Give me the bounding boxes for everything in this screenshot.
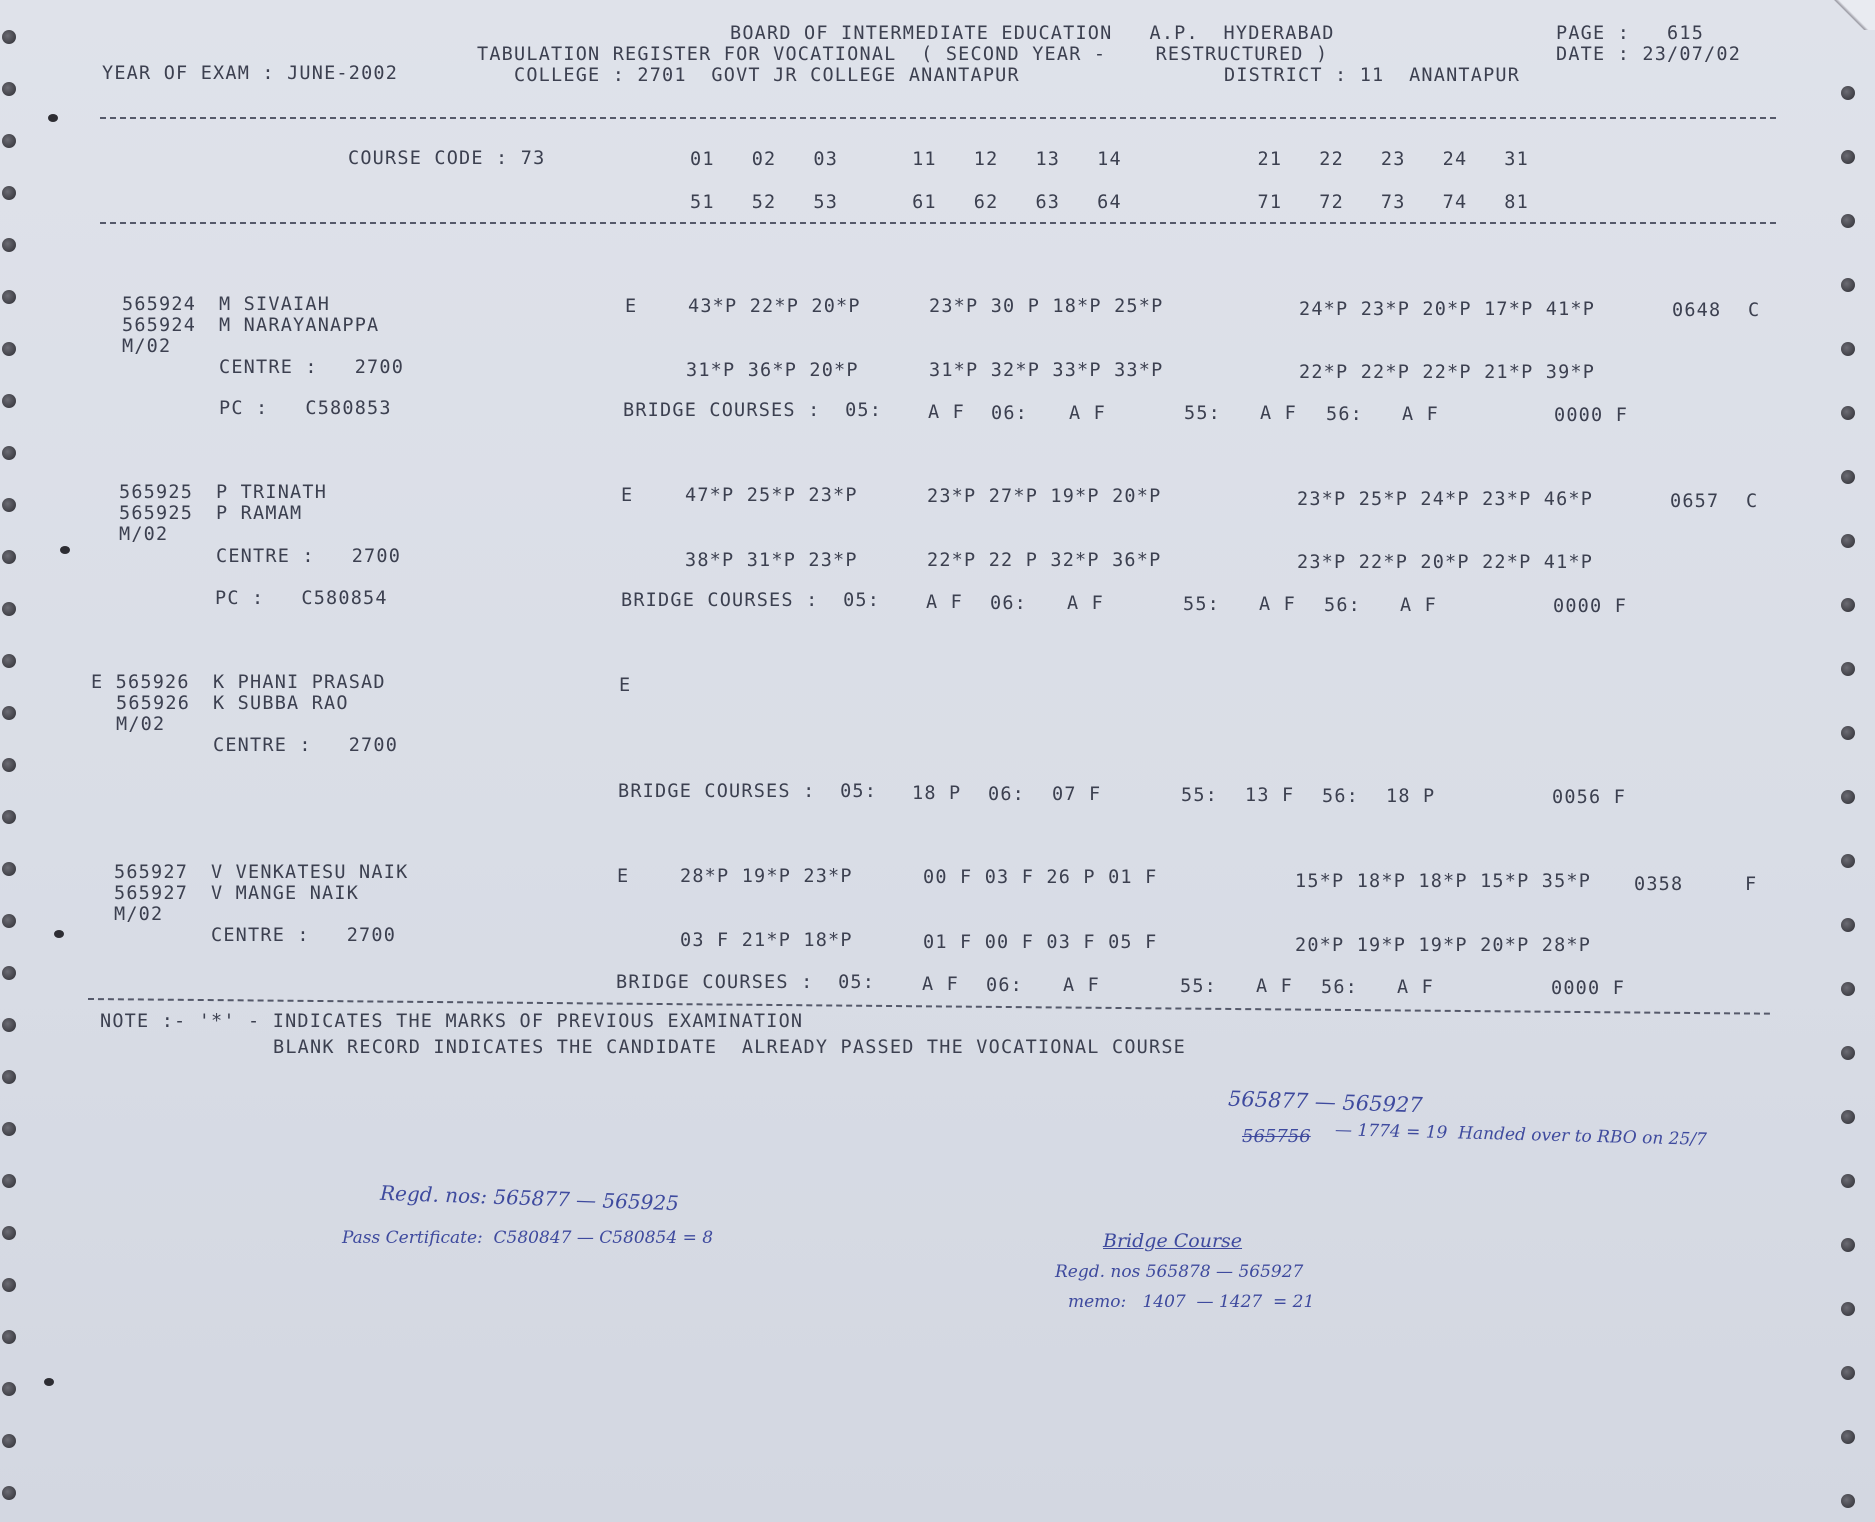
feed-hole bbox=[1841, 1430, 1855, 1444]
feed-hole bbox=[2, 290, 16, 304]
bridge-06-key: 06: bbox=[988, 784, 1026, 805]
course-code: COURSE CODE : 73 bbox=[348, 148, 546, 169]
feed-hole bbox=[1841, 662, 1855, 676]
father-name: P RAMAM bbox=[216, 503, 303, 524]
feed-hole bbox=[1841, 726, 1855, 740]
bridge-56: A F bbox=[1400, 595, 1438, 616]
bridge-55: A F bbox=[1256, 976, 1294, 997]
bridge-label: BRIDGE COURSES : 05: bbox=[623, 400, 883, 421]
feed-hole bbox=[2, 1330, 16, 1344]
feed-hole bbox=[2, 1174, 16, 1188]
folded-corner bbox=[1825, 0, 1875, 30]
marks-part1-a: 43*P 22*P 20*P bbox=[688, 296, 861, 317]
father-name: V MANGE NAIK bbox=[211, 883, 360, 904]
feed-hole bbox=[2, 134, 16, 148]
bridge-05: A F bbox=[926, 592, 964, 613]
feed-hole bbox=[1841, 150, 1855, 164]
feed-hole bbox=[1841, 918, 1855, 932]
reg-number-repeat: 565924 bbox=[122, 315, 197, 336]
feed-hole bbox=[1841, 1494, 1855, 1508]
marks-part2-a: 31*P 36*P 20*P bbox=[686, 360, 859, 381]
marks-part2-b: 31*P 32*P 33*P 33*P bbox=[929, 360, 1164, 381]
feed-hole bbox=[2, 394, 16, 408]
page-number: PAGE : 615 bbox=[1556, 23, 1705, 44]
grand-total: 0358 bbox=[1634, 874, 1684, 895]
feed-hole bbox=[1841, 854, 1855, 868]
marks-part2-a: 03 F 21*P 18*P bbox=[680, 930, 853, 951]
punch-mark bbox=[54, 930, 64, 938]
note-line1: NOTE :- '*' - INDICATES THE MARKS OF PREVIOUS EXAMINATION bbox=[100, 1011, 804, 1032]
father-name: K SUBBA RAO bbox=[213, 693, 349, 714]
bridge-06: A F bbox=[1067, 593, 1105, 614]
father-name: M NARAYANAPPA bbox=[219, 315, 380, 336]
college-line: COLLEGE : 2701 GOVT JR COLLEGE ANANTAPUR bbox=[514, 65, 1020, 86]
note-line2: BLANK RECORD INDICATES THE CANDIDATE ALREADY PASSED THE VOCATIONAL COURSE bbox=[273, 1037, 1187, 1058]
marks-part1-a: 47*P 25*P 23*P bbox=[685, 485, 858, 506]
marks-part2-c: 23*P 22*P 20*P 22*P 41*P bbox=[1297, 552, 1594, 573]
handwritten-bridge-title: Bridge Course bbox=[1103, 1230, 1243, 1252]
centre: CENTRE : 2700 bbox=[219, 357, 405, 378]
candidate-name: V VENKATESU NAIK bbox=[211, 862, 409, 883]
rule-top bbox=[100, 117, 1776, 119]
feed-hole bbox=[2, 706, 16, 720]
bridge-05: 18 P bbox=[912, 783, 962, 804]
marks-part1-c: 23*P 25*P 24*P 23*P 46*P bbox=[1297, 489, 1594, 510]
feed-hole bbox=[2, 342, 16, 356]
feed-hole bbox=[1841, 534, 1855, 548]
print-date: DATE : 23/07/02 bbox=[1556, 44, 1742, 65]
reg-number-repeat: 565927 bbox=[114, 883, 189, 904]
feed-hole bbox=[2, 550, 16, 564]
bridge-56: A F bbox=[1402, 404, 1440, 425]
marks-part2-b: 01 F 00 F 03 F 05 F bbox=[923, 932, 1158, 953]
feed-hole bbox=[2, 238, 16, 252]
marks-part1-b: 00 F 03 F 26 P 01 F bbox=[923, 867, 1158, 888]
rule-header bbox=[100, 222, 1776, 224]
marks-part1-b: 23*P 30 P 18*P 25*P bbox=[929, 296, 1164, 317]
feed-hole bbox=[2, 1018, 16, 1032]
feed-hole bbox=[1841, 1046, 1855, 1060]
feed-hole bbox=[1841, 1366, 1855, 1380]
bridge-06-key: 06: bbox=[991, 403, 1029, 424]
bridge-55: 13 F bbox=[1245, 785, 1295, 806]
feed-hole bbox=[2, 82, 16, 96]
exam-year: YEAR OF EXAM : JUNE-2002 bbox=[102, 63, 399, 84]
bridge-06-key: 06: bbox=[986, 975, 1024, 996]
bridge-total: 0000 F bbox=[1554, 405, 1629, 426]
feed-hole bbox=[1841, 278, 1855, 292]
feed-hole bbox=[1841, 1174, 1855, 1188]
bridge-55-key: 55: bbox=[1181, 785, 1219, 806]
feed-hole bbox=[2, 602, 16, 616]
feed-hole bbox=[2, 1486, 16, 1500]
feed-hole bbox=[2, 1278, 16, 1292]
feed-hole bbox=[1841, 406, 1855, 420]
bridge-55: A F bbox=[1260, 403, 1298, 424]
handwritten-range1: 565877 — 565927 bbox=[1227, 1086, 1424, 1118]
feed-hole bbox=[1841, 1302, 1855, 1316]
feed-hole bbox=[2, 966, 16, 980]
feed-hole bbox=[2, 1070, 16, 1084]
subject-codes-row2: 51 52 53 61 62 63 64 71 72 73 74 81 bbox=[690, 192, 1529, 213]
bridge-06-key: 06: bbox=[990, 593, 1028, 614]
bridge-55-key: 55: bbox=[1183, 594, 1221, 615]
batch: M/02 bbox=[119, 524, 169, 545]
feed-hole bbox=[2, 1122, 16, 1136]
medium-flag: E bbox=[621, 485, 634, 506]
bridge-56-key: 56: bbox=[1321, 977, 1359, 998]
reg-number-repeat: 565925 bbox=[119, 503, 194, 524]
centre: CENTRE : 2700 bbox=[211, 925, 397, 946]
bridge-total: 0056 F bbox=[1552, 787, 1627, 808]
reg-number: 565925 bbox=[119, 482, 194, 503]
board-title: BOARD OF INTERMEDIATE EDUCATION A.P. HYDERABAD bbox=[730, 23, 1335, 44]
grand-total: 0657 bbox=[1670, 491, 1720, 512]
feed-hole bbox=[2, 446, 16, 460]
candidate-name: P TRINATH bbox=[216, 482, 328, 503]
bridge-06: A F bbox=[1063, 975, 1101, 996]
feed-hole bbox=[2, 186, 16, 200]
marks-part1-c: 24*P 23*P 20*P 17*P 41*P bbox=[1299, 299, 1596, 320]
centre: CENTRE : 2700 bbox=[213, 735, 399, 756]
result-class: C bbox=[1746, 491, 1759, 512]
feed-hole bbox=[1841, 790, 1855, 804]
bridge-05: A F bbox=[922, 974, 960, 995]
district-line: DISTRICT : 11 ANANTAPUR bbox=[1224, 65, 1521, 86]
feed-hole bbox=[1841, 342, 1855, 356]
register-title: TABULATION REGISTER FOR VOCATIONAL ( SECOND YEAR - RESTRUCTURED ) bbox=[477, 44, 1329, 65]
bridge-55-key: 55: bbox=[1180, 976, 1218, 997]
feed-hole bbox=[2, 914, 16, 928]
feed-hole bbox=[2, 810, 16, 824]
feed-hole bbox=[2, 1434, 16, 1448]
batch: M/02 bbox=[116, 714, 166, 735]
reg-number: E 565926 bbox=[91, 672, 190, 693]
marks-part2-c: 20*P 19*P 19*P 20*P 28*P bbox=[1295, 935, 1592, 956]
feed-hole bbox=[2, 862, 16, 876]
pass-certificate: PC : C580853 bbox=[219, 398, 392, 419]
marks-part2-b: 22*P 22 P 32*P 36*P bbox=[927, 550, 1162, 571]
feed-hole bbox=[1841, 1238, 1855, 1252]
handwritten-range2-end: — 1774 = 19 Handed over to RBO on 25/7 bbox=[1334, 1120, 1708, 1150]
grand-total: 0648 bbox=[1672, 300, 1722, 321]
medium-flag: E bbox=[619, 675, 632, 696]
medium-flag: E bbox=[625, 296, 638, 317]
bridge-total: 0000 F bbox=[1551, 978, 1626, 999]
bridge-56-key: 56: bbox=[1322, 786, 1360, 807]
result-class: F bbox=[1745, 874, 1758, 895]
bridge-56-key: 56: bbox=[1326, 404, 1364, 425]
pass-certificate: PC : C580854 bbox=[215, 588, 388, 609]
bridge-55-key: 55: bbox=[1184, 403, 1222, 424]
reg-number: 565927 bbox=[114, 862, 189, 883]
handwritten-regd-nos: Regd. nos: 565877 — 565925 bbox=[379, 1180, 680, 1216]
handwritten-pass-certificate: Pass Certificate: C580847 — C580854 = 8 bbox=[342, 1228, 714, 1248]
bridge-56: 18 P bbox=[1386, 786, 1436, 807]
marks-part1-c: 15*P 18*P 18*P 15*P 35*P bbox=[1295, 871, 1592, 892]
feed-hole bbox=[2, 1382, 16, 1396]
reg-number: 565924 bbox=[122, 294, 197, 315]
marks-part1-a: 28*P 19*P 23*P bbox=[680, 866, 853, 887]
batch: M/02 bbox=[122, 336, 172, 357]
handwritten-range2-start: 565756 bbox=[1242, 1126, 1311, 1147]
reg-number-repeat: 565926 bbox=[116, 693, 191, 714]
feed-hole bbox=[1841, 214, 1855, 228]
feed-hole bbox=[2, 498, 16, 512]
feed-hole bbox=[1841, 982, 1855, 996]
bridge-label: BRIDGE COURSES : 05: bbox=[618, 781, 878, 802]
marks-part1-b: 23*P 27*P 19*P 20*P bbox=[927, 486, 1162, 507]
bridge-06: 07 F bbox=[1052, 784, 1102, 805]
feed-hole bbox=[2, 1226, 16, 1240]
candidate-name: K PHANI PRASAD bbox=[213, 672, 386, 693]
bridge-label: BRIDGE COURSES : 05: bbox=[621, 590, 881, 611]
bridge-56-key: 56: bbox=[1324, 595, 1362, 616]
punch-mark bbox=[44, 1378, 54, 1386]
batch: M/02 bbox=[114, 904, 164, 925]
bridge-56: A F bbox=[1397, 977, 1435, 998]
feed-hole bbox=[2, 654, 16, 668]
bridge-06: A F bbox=[1069, 403, 1107, 424]
marks-part2-a: 38*P 31*P 23*P bbox=[685, 550, 858, 571]
punch-mark bbox=[48, 114, 58, 122]
feed-hole bbox=[1841, 86, 1855, 100]
subject-codes-row1: 01 02 03 11 12 13 14 21 22 23 24 31 bbox=[690, 149, 1529, 170]
bridge-total: 0000 F bbox=[1553, 596, 1628, 617]
feed-hole bbox=[1841, 1110, 1855, 1124]
centre: CENTRE : 2700 bbox=[216, 546, 402, 567]
candidate-name: M SIVAIAH bbox=[219, 294, 331, 315]
feed-hole bbox=[1841, 598, 1855, 612]
feed-hole bbox=[2, 758, 16, 772]
handwritten-bridge-regd: Regd. nos 565878 — 565927 bbox=[1055, 1262, 1304, 1282]
feed-hole bbox=[1841, 470, 1855, 484]
punch-mark bbox=[60, 546, 70, 554]
handwritten-memo: memo: 1407 — 1427 = 21 bbox=[1068, 1292, 1315, 1312]
bridge-label: BRIDGE COURSES : 05: bbox=[616, 972, 876, 993]
marks-part2-c: 22*P 22*P 22*P 21*P 39*P bbox=[1299, 362, 1596, 383]
bridge-05: A F bbox=[928, 402, 966, 423]
feed-hole bbox=[2, 30, 16, 44]
result-class: C bbox=[1748, 300, 1761, 321]
medium-flag: E bbox=[617, 866, 630, 887]
bridge-55: A F bbox=[1259, 594, 1297, 615]
